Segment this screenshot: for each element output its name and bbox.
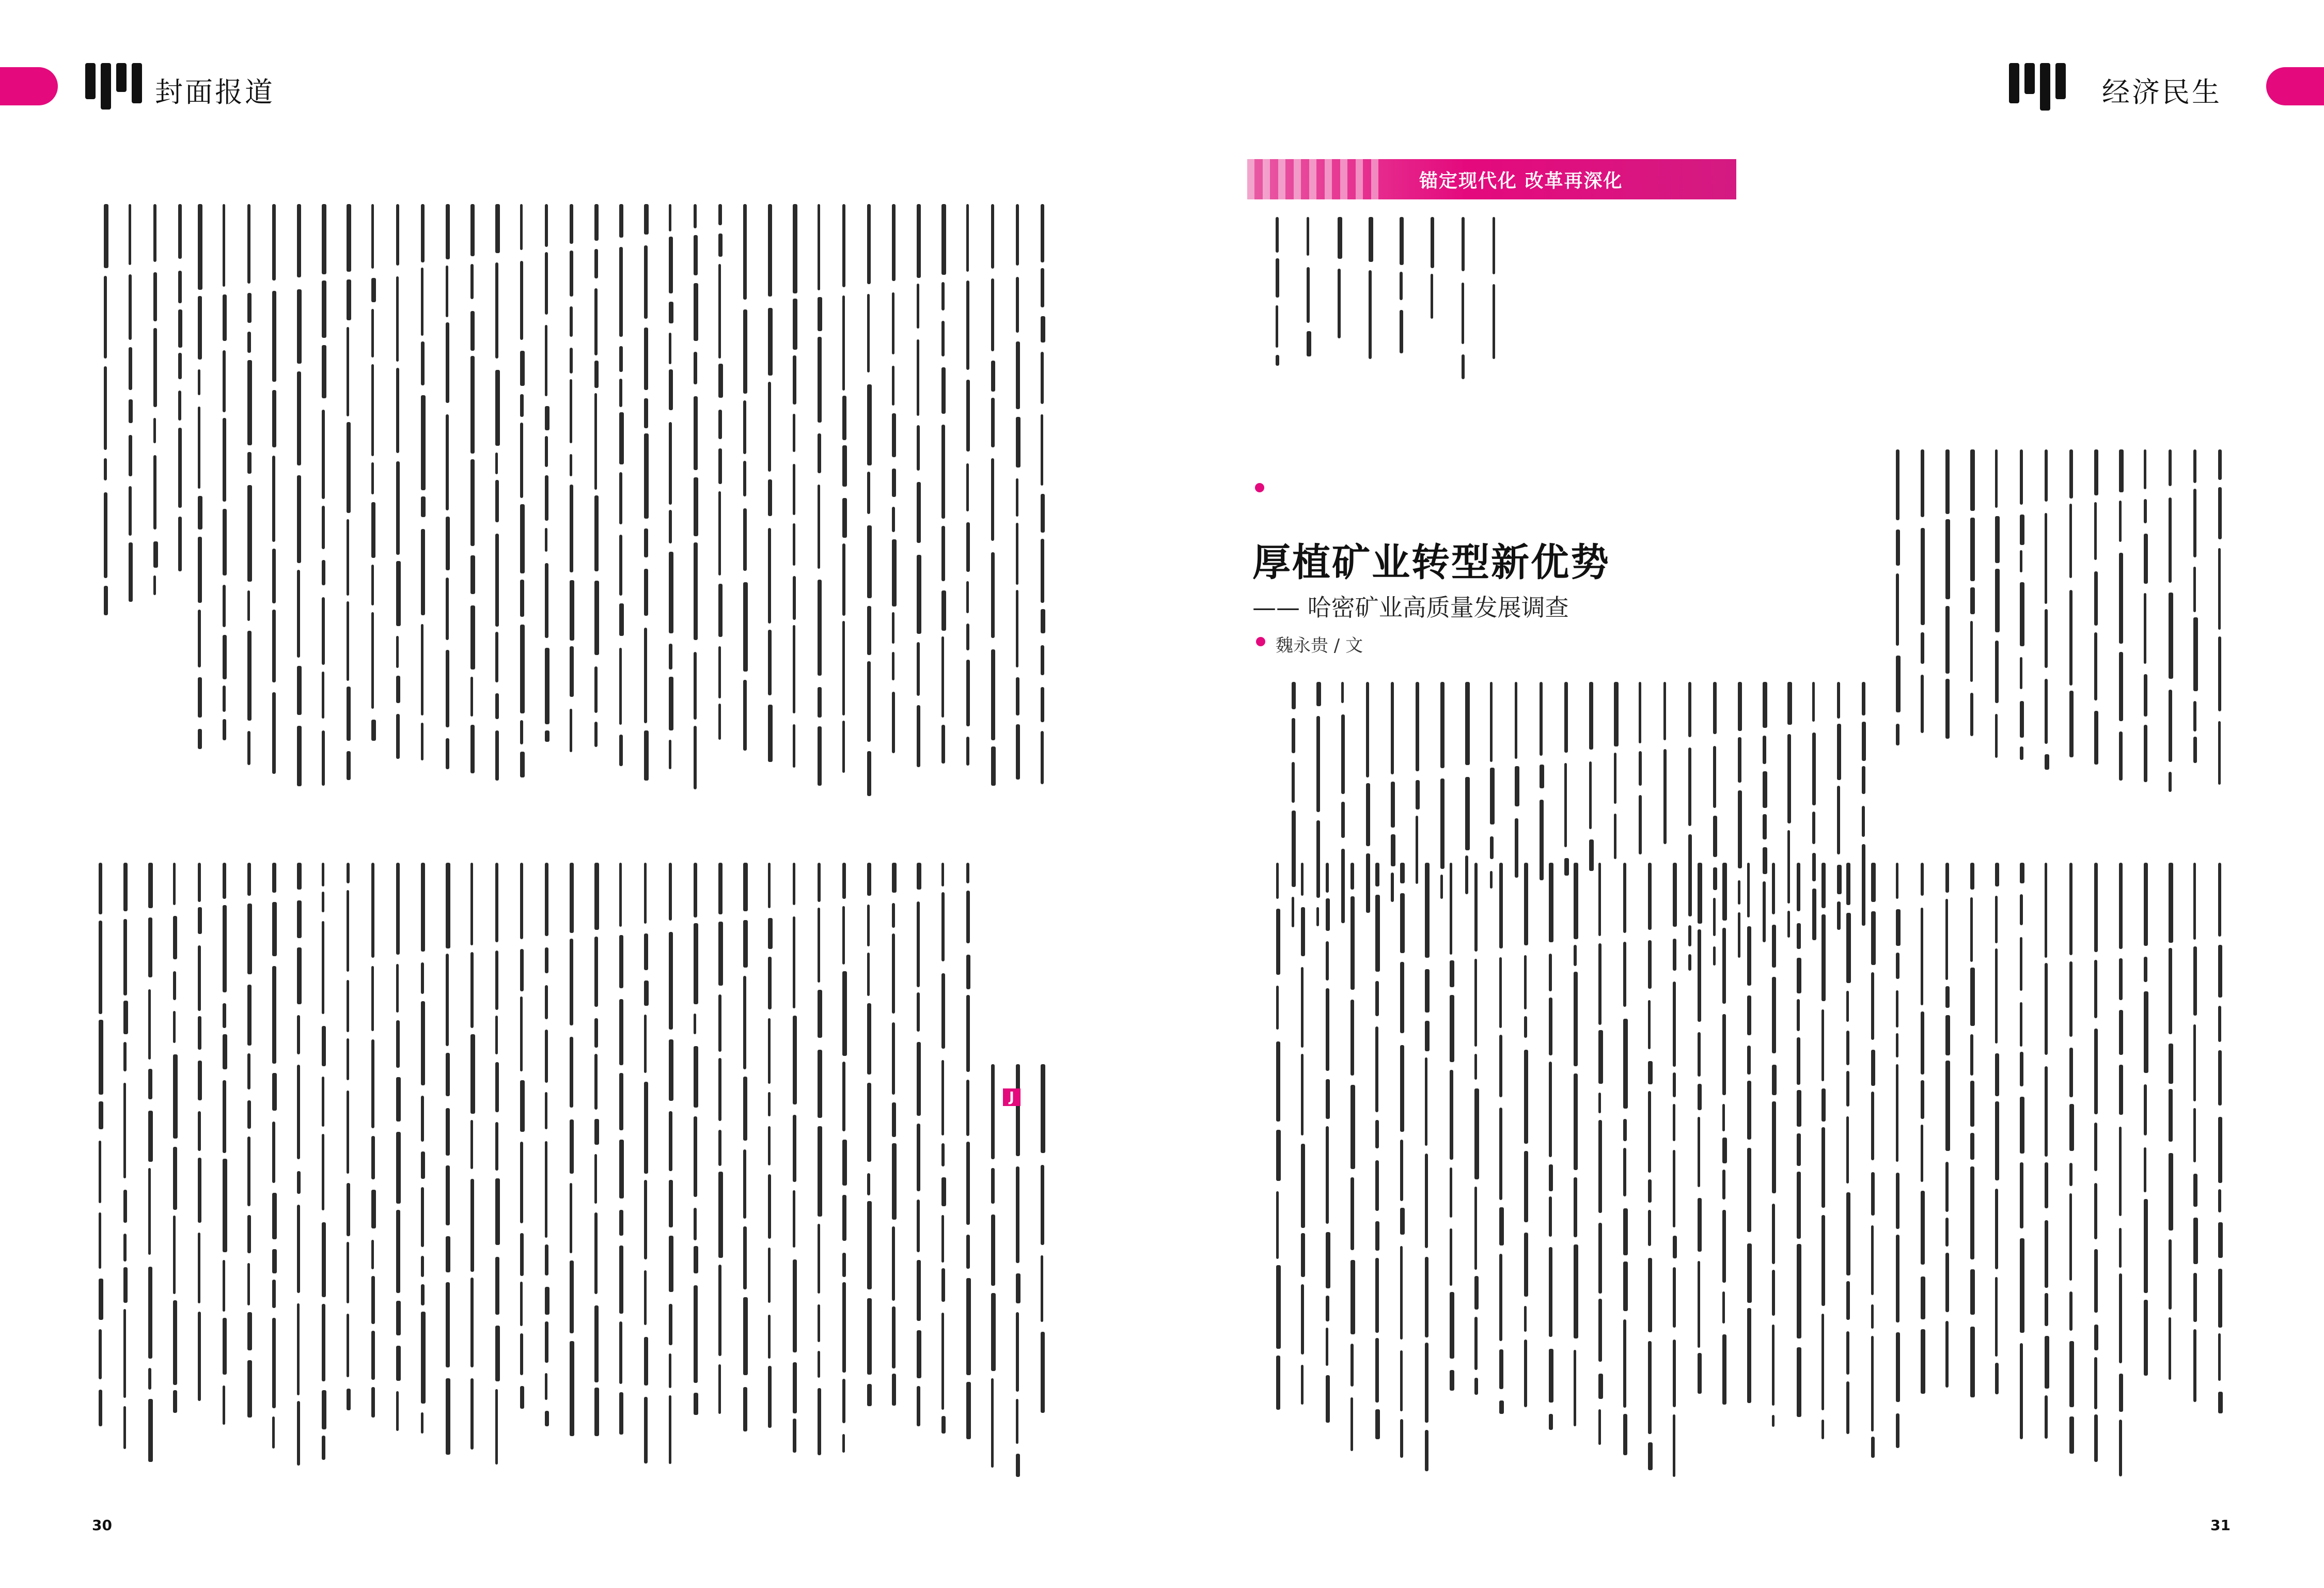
- text-column: [537, 863, 556, 1438]
- text-column: [1361, 217, 1379, 368]
- text-column: [884, 204, 903, 764]
- text-column: [1423, 217, 1441, 329]
- text-column: [364, 863, 382, 1429]
- text-column: [810, 204, 828, 792]
- text-column: [587, 204, 605, 758]
- text-column: [488, 863, 506, 1470]
- text-column: [2086, 449, 2105, 775]
- text-column: [1557, 682, 1575, 885]
- text-column: [1392, 217, 1410, 362]
- text-column: [364, 204, 382, 748]
- text-column: [2062, 449, 2080, 768]
- text-column: [1507, 682, 1526, 884]
- text-column: [1987, 863, 2006, 1402]
- text-column: [2062, 863, 2080, 1464]
- section-label-right: 经济民生: [2102, 76, 2222, 108]
- pink-marker-box: J: [1003, 1088, 1020, 1106]
- mongolian-header-left: [85, 63, 142, 115]
- text-column: [1268, 217, 1286, 372]
- text-column: [2037, 863, 2055, 1445]
- text-column: [463, 863, 481, 1457]
- text-column: [1789, 863, 1808, 1429]
- text-column: [1938, 449, 1956, 750]
- text-column: [388, 204, 407, 766]
- page-number-left: 30: [92, 1517, 112, 1534]
- subtitle: —— 哈密矿业高质量发展调查: [1252, 594, 1569, 621]
- text-column: [146, 204, 164, 604]
- text-column: [686, 863, 704, 1425]
- text-column: [2012, 863, 2031, 1445]
- text-column: [1665, 863, 1684, 1482]
- text-column: [1532, 682, 1550, 888]
- text-column: [2210, 449, 2229, 792]
- text-column: [190, 863, 209, 1413]
- text-column: [165, 863, 184, 1419]
- text-column: [611, 204, 630, 771]
- text-column: [1343, 863, 1361, 1460]
- text-column: [1299, 217, 1317, 362]
- text-column: [438, 863, 457, 1464]
- text-column: [636, 863, 655, 1469]
- text-column: [190, 204, 209, 757]
- text-column: [1330, 217, 1348, 347]
- author-byline: 魏永贵 / 文: [1276, 635, 1363, 656]
- mongolian-header-right: [2009, 63, 2066, 115]
- text-column: [686, 204, 704, 796]
- text-column: [909, 863, 928, 1434]
- text-column: [2086, 863, 2105, 1471]
- text-column: [2037, 449, 2055, 776]
- text-column: [1640, 863, 1659, 1476]
- text-column: [1467, 863, 1485, 1405]
- text-column: [413, 204, 432, 770]
- text-column: [438, 204, 457, 774]
- text-column: [2111, 863, 2130, 1485]
- text-column: [1392, 863, 1411, 1464]
- text-column: [785, 863, 804, 1460]
- text-column: [116, 863, 134, 1456]
- text-column: [1591, 863, 1609, 1456]
- text-column: [1987, 449, 2006, 768]
- text-column: [1839, 863, 1857, 1443]
- text-column: [2186, 449, 2204, 772]
- text-column: [2161, 863, 2179, 1391]
- text-column: [983, 204, 1002, 791]
- text-column: [1938, 863, 1956, 1397]
- text-column: [1581, 682, 1600, 881]
- text-column: [1008, 1064, 1027, 1489]
- text-column: [1888, 863, 1907, 1454]
- text-column: [240, 204, 258, 770]
- text-column: [611, 863, 630, 1441]
- text-column: [1566, 863, 1584, 1435]
- text-column: [1962, 449, 1981, 743]
- text-column: [2210, 863, 2229, 1422]
- text-column: [835, 863, 853, 1460]
- text-column: [2161, 449, 2179, 802]
- text-column: [413, 863, 432, 1445]
- text-column: [170, 204, 189, 577]
- text-column: [959, 204, 977, 774]
- section-label-left: 封面报道: [155, 76, 275, 108]
- text-column: [711, 204, 729, 746]
- text-column: [562, 863, 580, 1444]
- text-column: [2136, 449, 2155, 789]
- banner-text: 锚定现代化 改革再深化: [1419, 170, 1623, 192]
- text-column: [2186, 863, 2204, 1412]
- text-column: [463, 204, 481, 783]
- text-column: [835, 204, 853, 783]
- text-column: [760, 863, 779, 1440]
- text-column: [512, 204, 531, 789]
- right-page-tab: [2266, 67, 2324, 105]
- text-column: [711, 863, 729, 1420]
- text-column: [488, 204, 506, 789]
- text-column: [661, 863, 680, 1476]
- text-column: [636, 204, 655, 789]
- text-column: [1485, 217, 1503, 370]
- text-column: [289, 863, 308, 1473]
- text-column: [1690, 863, 1708, 1402]
- text-column: [1033, 204, 1051, 790]
- text-column: [587, 863, 605, 1444]
- text-column: [1454, 217, 1472, 385]
- text-column: [1863, 863, 1882, 1466]
- text-column: [1606, 682, 1625, 871]
- text-column: [1913, 863, 1932, 1399]
- text-column: [1764, 863, 1783, 1437]
- text-column: [661, 204, 680, 774]
- text-column: [215, 863, 233, 1436]
- text-column: [934, 863, 952, 1442]
- text-column: [1516, 863, 1535, 1415]
- text-column: [1615, 863, 1634, 1465]
- text-column: [1408, 682, 1426, 892]
- text-column: [1491, 863, 1510, 1420]
- headline: 厚植矿业转型新优势: [1252, 540, 1610, 585]
- text-column: [2012, 449, 2031, 771]
- text-column: [121, 204, 139, 607]
- text-column: [562, 204, 580, 760]
- text-column: [1268, 863, 1287, 1418]
- text-column: [1033, 1064, 1051, 1420]
- left-page-tab: [0, 67, 58, 105]
- text-column: [140, 863, 159, 1469]
- pink-dot-author: [1256, 637, 1265, 646]
- text-column: [314, 204, 333, 795]
- text-column: [810, 863, 828, 1467]
- text-column: [959, 863, 977, 1444]
- text-column: [2136, 863, 2155, 1382]
- text-column: [96, 204, 115, 621]
- page-number-right: 31: [2210, 1517, 2231, 1534]
- text-column: [1814, 863, 1832, 1447]
- text-column: [1888, 449, 1907, 754]
- text-column: [264, 204, 283, 781]
- text-column: [264, 863, 283, 1454]
- text-column: [859, 863, 878, 1416]
- text-column: [1442, 863, 1461, 1397]
- text-column: [339, 204, 357, 788]
- text-column: [512, 863, 531, 1420]
- text-column: [339, 863, 357, 1415]
- text-column: [884, 863, 903, 1414]
- text-column: [735, 863, 754, 1440]
- text-column: [1541, 863, 1560, 1436]
- text-column: [1962, 863, 1981, 1405]
- text-column: [240, 863, 258, 1425]
- text-column: [91, 863, 109, 1436]
- pink-dot-mongolian-author: [1255, 483, 1264, 492]
- text-column: [1293, 863, 1312, 1415]
- text-column: [1913, 449, 1932, 744]
- banner-city-skyline: [1247, 159, 1381, 199]
- text-column: [859, 204, 878, 802]
- text-column: [934, 204, 952, 773]
- text-column: [289, 204, 308, 797]
- text-column: [1318, 863, 1337, 1434]
- text-column: [537, 204, 556, 752]
- text-column: [1739, 863, 1758, 1410]
- text-column: [314, 863, 333, 1470]
- text-column: [388, 863, 407, 1441]
- text-column: [909, 204, 928, 779]
- text-column: [1008, 204, 1027, 785]
- text-column: [785, 204, 804, 776]
- text-column: [215, 204, 233, 747]
- text-column: [2111, 449, 2130, 787]
- text-column: [983, 1064, 1002, 1475]
- text-column: [735, 204, 754, 756]
- text-column: [1417, 863, 1436, 1482]
- text-column: [1715, 863, 1733, 1410]
- text-column: [1368, 863, 1386, 1447]
- text-column: [760, 204, 779, 771]
- text-column: [1631, 682, 1650, 861]
- text-column: [1656, 682, 1674, 853]
